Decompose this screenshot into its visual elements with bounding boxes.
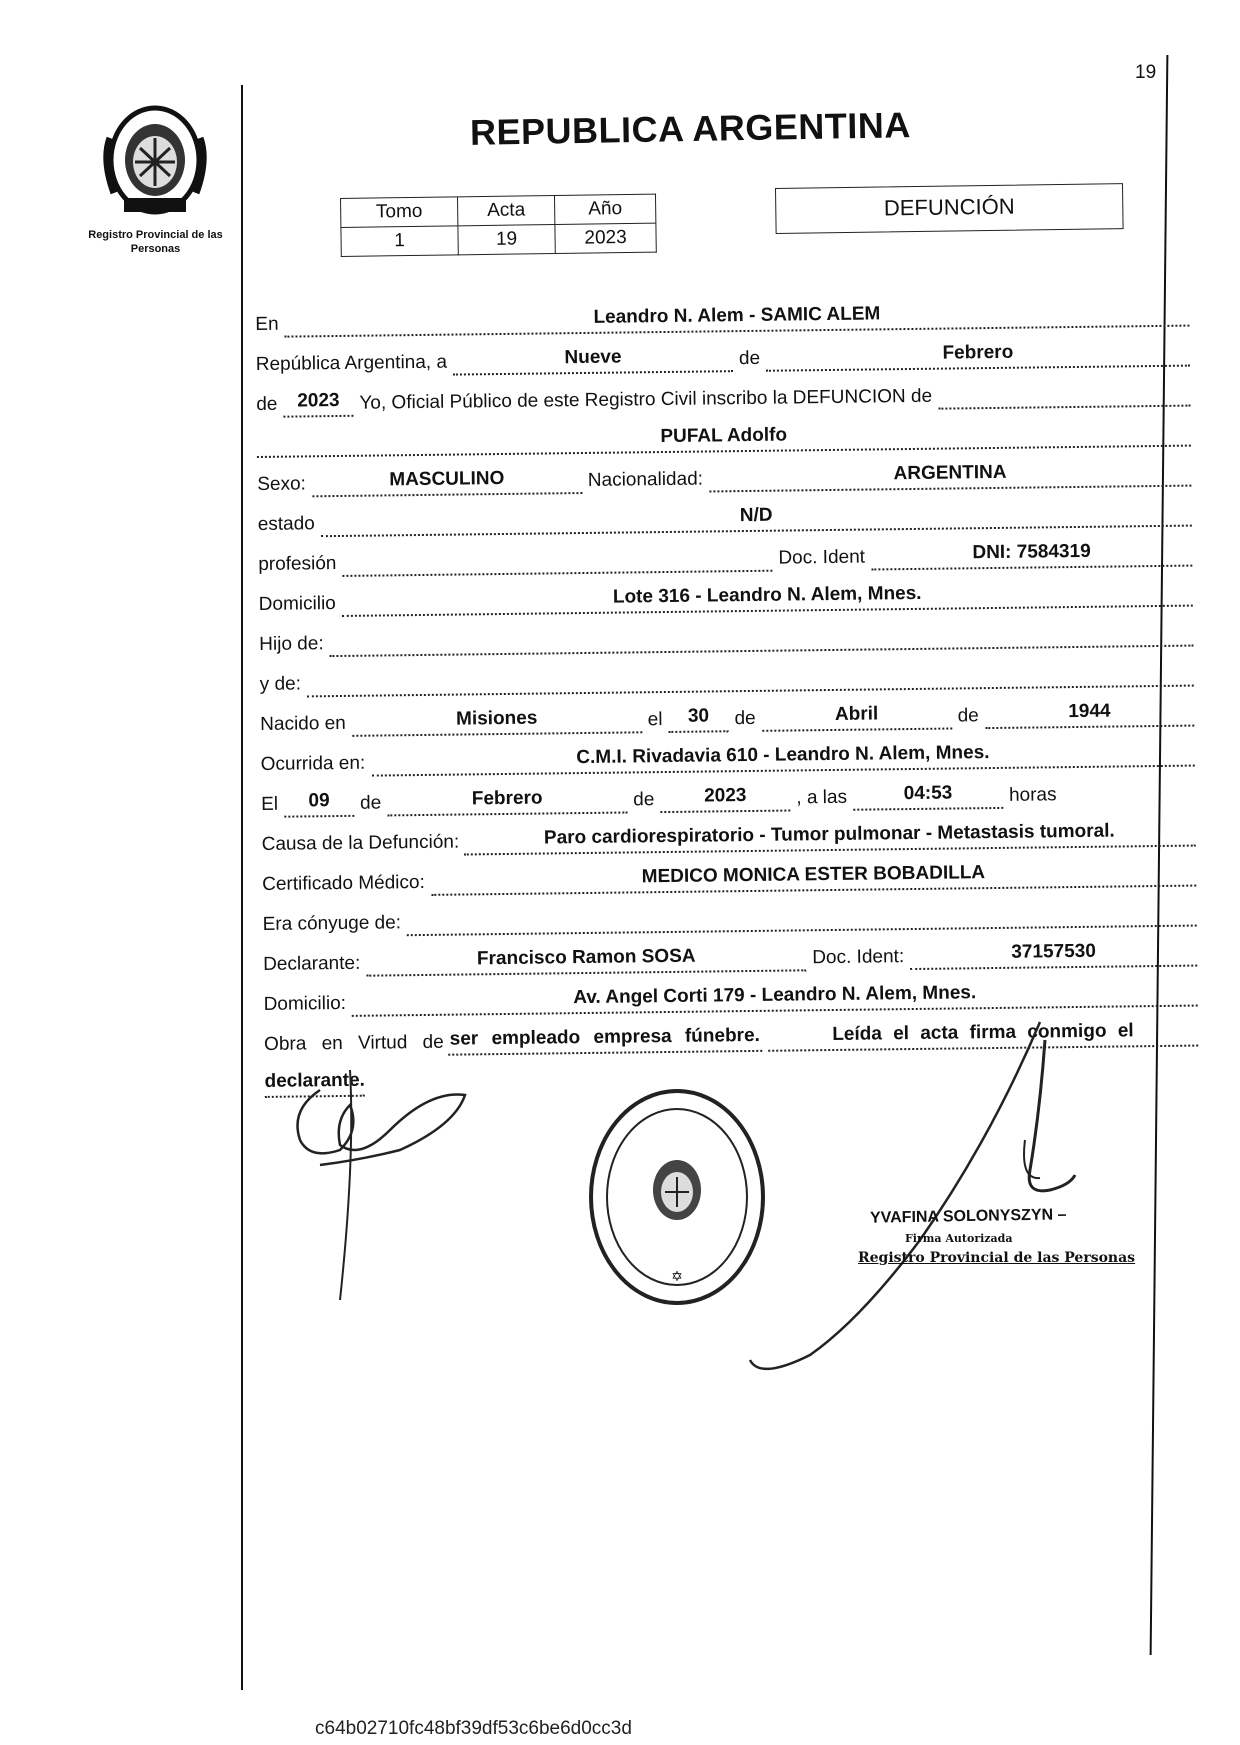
obra-value: ser empleado empresa fúnebre. xyxy=(449,1024,760,1050)
def-anio-value: 2023 xyxy=(704,785,747,807)
anio-header: Año xyxy=(554,194,655,224)
oficial-blank xyxy=(938,381,1190,410)
en-label: En xyxy=(255,313,279,335)
nac-mes-value: Abril xyxy=(834,703,879,725)
ocurrida-label: Ocurrida en: xyxy=(260,752,366,775)
decl-domicilio-value: Av. Angel Corti 179 - Leandro N. Alem, Mnes. xyxy=(573,982,977,1009)
nacionalidad-value: ARGENTINA xyxy=(893,461,1007,485)
de-label-2: de xyxy=(256,393,278,415)
republica-label: República Argentina, a xyxy=(255,351,448,375)
oficial-text: Yo, Oficial Público de este Registro Civil inscribo la DEFUNCION de xyxy=(359,385,933,414)
anio-value: 2023 xyxy=(297,389,340,412)
nacido-lugar-value: Misiones xyxy=(455,707,538,730)
dia-field xyxy=(453,346,733,375)
nac-mes-field xyxy=(762,704,952,732)
nacido-lugar-field xyxy=(352,707,642,737)
official-signature xyxy=(740,1020,1090,1380)
nac-dia-field xyxy=(668,706,728,733)
footer-hash: c64b02710fc48bf39df53c6be6d0cc3d xyxy=(315,1718,632,1739)
provincial-seal-logo xyxy=(100,98,210,220)
certificado-value: MEDICO MONICA ESTER BOBADILLA xyxy=(641,862,986,888)
alas-label: , a las xyxy=(796,786,848,809)
tomo-value: 1 xyxy=(341,226,458,257)
dia-value: Nueve xyxy=(564,346,622,369)
doc-ident-label: Doc. Ident xyxy=(778,546,866,569)
obra-field xyxy=(448,1026,762,1056)
def-de-label-2: de xyxy=(633,789,655,811)
decl-doc-label: Doc. Ident: xyxy=(812,946,905,969)
nacido-label: Nacido en xyxy=(260,712,346,735)
official-role: Firma Autorizada xyxy=(905,1232,1013,1245)
acta-header: Acta xyxy=(457,196,554,226)
causa-value: Paro cardiorespiratorio - Tumor pulmonar - Metastasis tumoral. xyxy=(543,820,1115,849)
hora-field xyxy=(853,783,1003,811)
sexo-label: Sexo: xyxy=(257,473,306,495)
nac-de-label: de xyxy=(734,707,756,730)
declarante-value: Francisco Ramon SOSA xyxy=(476,945,696,970)
mes-value: Febrero xyxy=(942,341,1014,364)
certificado-label: Certificado Médico: xyxy=(262,871,425,895)
decl-doc-field xyxy=(910,941,1197,971)
record-type-box: DEFUNCIÓN xyxy=(775,183,1124,234)
page-number: 19 xyxy=(1135,62,1157,83)
record-table xyxy=(340,194,657,257)
acta-value: 19 xyxy=(458,225,555,255)
declarante-label: Declarante: xyxy=(263,952,361,975)
profesion-label: profesión xyxy=(258,553,337,575)
def-mes-value: Febrero xyxy=(471,787,543,810)
declarante-end-text: declarante. xyxy=(264,1069,366,1092)
sexo-value: MASCULINO xyxy=(389,467,505,491)
sexo-field xyxy=(312,468,582,497)
estado-value: N/D xyxy=(739,504,773,527)
tomo-header: Tomo xyxy=(341,197,458,228)
de-label: de xyxy=(738,347,761,370)
domicilio-label: Domicilio xyxy=(258,593,336,615)
decl-doc-value: 37157530 xyxy=(1011,940,1096,963)
def-anio-field xyxy=(660,785,790,813)
doc-ident-field xyxy=(871,541,1193,571)
nombre-value: PUFAL Adolfo xyxy=(660,424,788,448)
leida-text: Leída el acta firma conmigo el xyxy=(832,1020,1134,1046)
nac-anio-field xyxy=(985,701,1195,730)
svg-text:✡: ✡ xyxy=(671,1269,683,1285)
nac-de-label-2: de xyxy=(957,705,979,727)
def-de-label: de xyxy=(359,792,382,814)
conyuge-label: Era cónyuge de: xyxy=(262,912,402,935)
anio-field xyxy=(283,391,353,418)
official-name-text: YVAFINA SOLONYSZYN xyxy=(869,1206,1054,1227)
hora-value: 04:53 xyxy=(903,782,953,805)
def-dia-value: 09 xyxy=(308,790,330,812)
death-record-form xyxy=(255,287,1205,1098)
el-label-2: El xyxy=(261,793,279,815)
horas-label: horas xyxy=(1008,784,1057,806)
ocurrida-value: C.M.I. Rivadavia 610 - Leandro N. Alem, Mnes. xyxy=(576,742,990,769)
causa-label: Causa de la Defunción: xyxy=(261,831,460,855)
nacionalidad-label: Nacionalidad: xyxy=(587,468,704,491)
obra-label: Obra en Virtud de xyxy=(263,1031,444,1055)
official-registry: Registro Provincial de las Personas xyxy=(858,1250,1136,1266)
def-dia-field xyxy=(284,791,354,818)
decl-domicilio-label: Domicilio: xyxy=(263,992,347,1015)
y-de-label: y de: xyxy=(259,673,302,695)
estado-label: estado xyxy=(257,513,315,535)
doc-ident-value: DNI: 7584319 xyxy=(972,540,1091,564)
domicilio-value: Lote 316 - Leandro N. Alem, Mnes. xyxy=(612,582,922,608)
document-title: REPUBLICA ARGENTINA xyxy=(469,104,912,153)
official-name: YVAFINA SOLONYSZYN – xyxy=(869,1206,1067,1227)
anio-value: 2023 xyxy=(555,223,656,253)
nac-dia-value: 30 xyxy=(687,705,710,727)
left-margin-line xyxy=(241,85,243,1690)
hijo-label: Hijo de: xyxy=(259,633,324,655)
lugar-value: Leandro N. Alem - SAMIC ALEM xyxy=(593,303,881,328)
nac-anio-value: 1944 xyxy=(1068,700,1111,723)
el-label: el xyxy=(647,709,663,731)
registry-name: Registro Provincial de las Personas xyxy=(88,229,223,255)
declarant-signature xyxy=(280,1050,480,1310)
def-mes-field xyxy=(387,787,627,816)
